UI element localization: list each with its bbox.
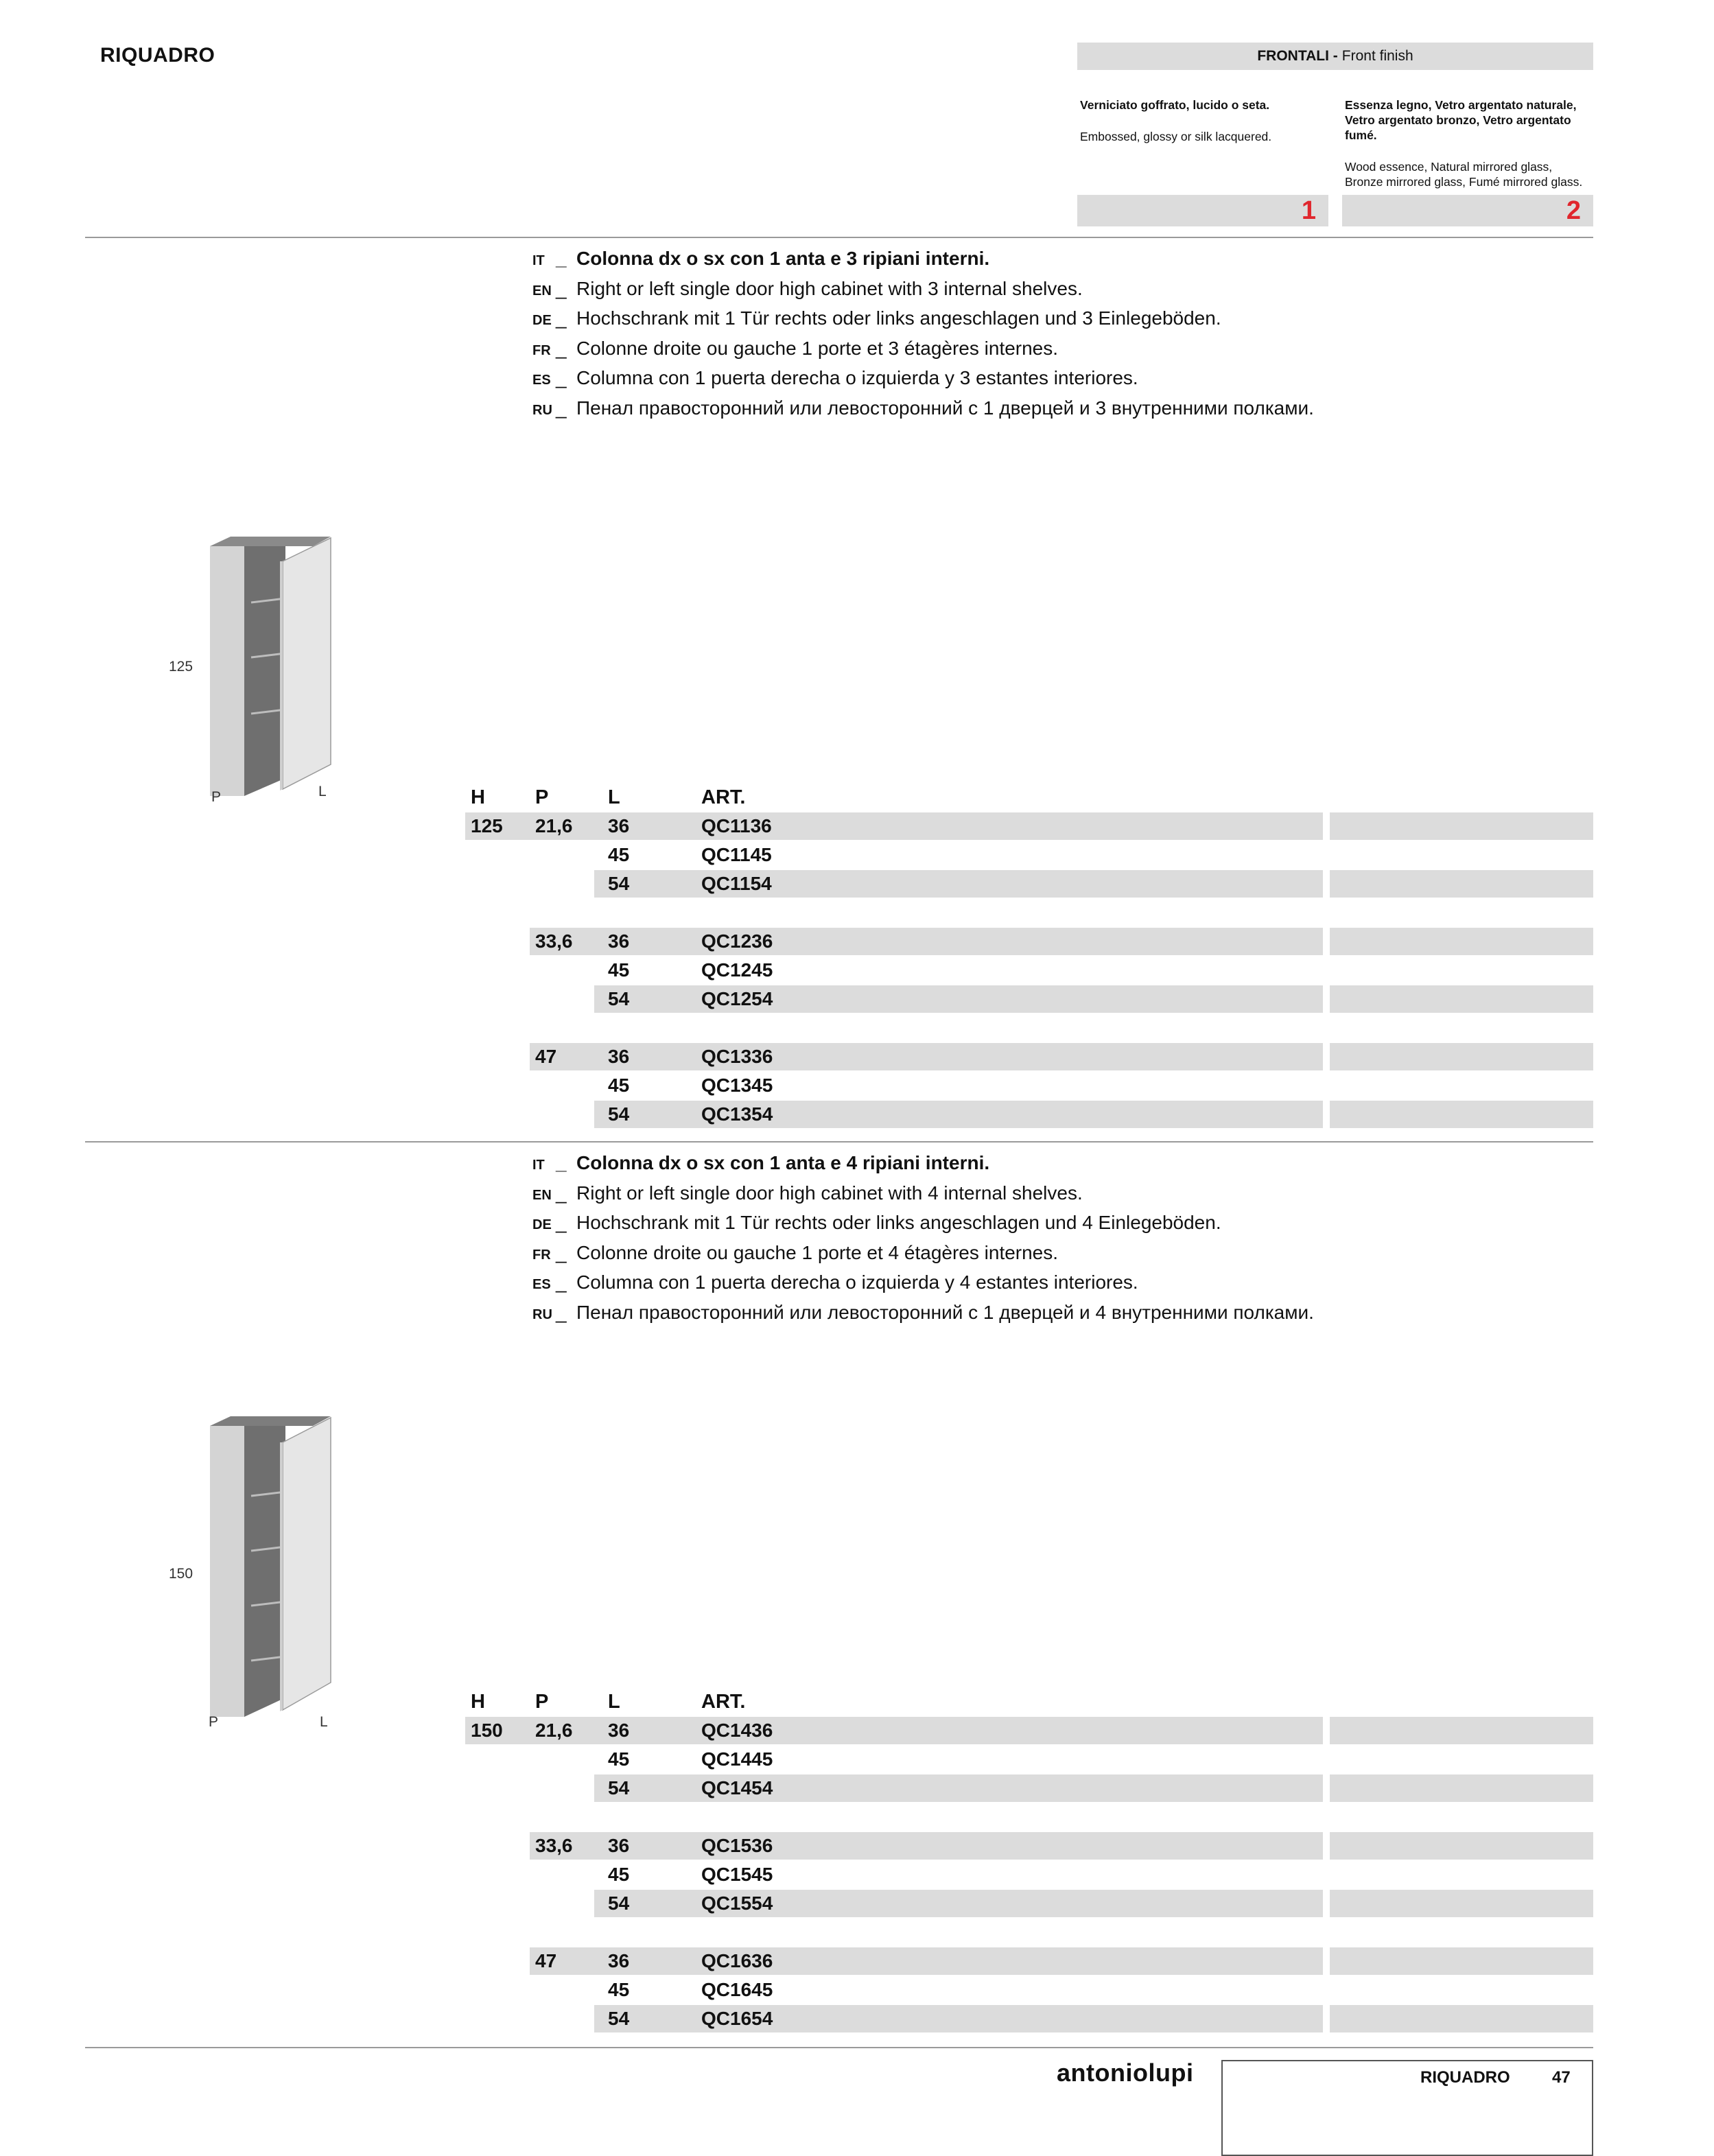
lang-code: FR: [532, 342, 551, 358]
cell-l: 54: [608, 1893, 630, 1914]
lang-code: EN: [532, 283, 552, 298]
description-line: Пенал правосторонний или левосторонний с 1 дверцей и 3 внутренними полками.: [576, 397, 1314, 419]
description-line: Colonne droite ou gauche 1 porte et 4 étagères internes.: [576, 1241, 1059, 1263]
finish-header: [1077, 43, 1593, 70]
col-header-l: L: [608, 1691, 620, 1713]
cabinet-4-shelves-illustration: [203, 1414, 340, 1722]
cell-art: QC1536: [701, 1835, 773, 1856]
description-line: Colonna dx o sx con 1 anta e 4 ripiani interni.: [576, 1152, 990, 1173]
cell-l: 54: [608, 1103, 630, 1125]
col-header-l: L: [608, 786, 620, 808]
cell-art: QC1654: [701, 2008, 773, 2029]
lang-code: IT: [532, 253, 545, 268]
cell-h: 125: [471, 815, 503, 836]
lang-code: RU: [532, 1307, 552, 1322]
cell-p: 47: [535, 1950, 557, 1971]
description-line: Hochschrank mit 1 Tür rechts oder links angeschlagen und 4 Einlegeböden.: [576, 1212, 1221, 1233]
cell-art: QC1145: [701, 844, 772, 865]
description-line: Colonna dx o sx con 1 anta e 3 ripiani interni.: [576, 248, 990, 269]
description-line: Right or left single door high cabinet with 4 internal shelves.: [576, 1182, 1083, 1204]
cell-p: 21,6: [535, 1720, 573, 1741]
table-row: [0, 871, 1714, 897]
col-header-art: ART.: [701, 786, 746, 808]
lang-code: EN: [532, 1187, 552, 1203]
cell-l: 36: [608, 815, 630, 836]
cell-l: 45: [608, 844, 630, 865]
cell-art: QC1445: [701, 1748, 773, 1770]
cell-p: 33,6: [535, 930, 573, 952]
cell-art: QC1554: [701, 1893, 773, 1914]
cell-l: 54: [608, 873, 630, 894]
divider: [85, 1141, 1593, 1143]
table-row: [0, 2006, 1714, 2032]
divider: [85, 2047, 1593, 2048]
cell-art: QC1645: [701, 1979, 773, 2000]
col-header-h: H: [471, 786, 485, 808]
cell-p: 21,6: [535, 815, 573, 836]
table-row: [0, 1890, 1714, 1917]
description-block-2: IT _ Colonna dx o sx con 1 anta e 4 ripiani interni. EN _ Right or left single door high cabinet with 4 internal shelves. DE _ Hochschrank mit 1 Tür rechts oder links angeschlagen und 4 Einlegeböden. FR _ Colonne droite ou gauche 1 porte et 4 étagères internes. ES _ Columna con 1 puerta derecha o izquierda y 4 estantes interiores. RU _ Пенал правосторонний или левосторонний с 1 дверцей и 4 внутренними полками.: [532, 1149, 1314, 1328]
finish-header-rest: Front finish: [1341, 48, 1413, 64]
description-line: Columna con 1 puerta derecha o izquierda y 3 estantes interiores.: [576, 367, 1138, 388]
description-block-1: IT _ Colonna dx o sx con 1 anta e 3 ripiani interni. EN _ Right or left single door high cabinet with 3 internal shelves. DE _ Hochschrank mit 1 Tür rechts oder links angeschlagen und 3 Einlegeböden. FR _ Colonne droite ou gauche 1 porte et 3 étagères internes. ES _ Columna con 1 puerta derecha o izquierda y 3 estantes interiores. RU _ Пенал правосторонний или левосторонний с 1 дверцей и 3 внутренними полками.: [532, 245, 1314, 424]
description-line: Right or left single door high cabinet with 3 internal shelves.: [576, 277, 1083, 299]
col-header-art: ART.: [701, 1691, 746, 1713]
cell-art: QC1545: [701, 1864, 773, 1885]
finish-header-bold: FRONTALI -: [1257, 48, 1338, 64]
cell-art: QC1636: [701, 1950, 773, 1971]
width-label: L: [318, 784, 327, 799]
cell-l: 45: [608, 959, 630, 981]
table-row: [0, 1977, 1714, 2003]
lang-code: ES: [532, 373, 551, 388]
cell-l: 54: [608, 1777, 630, 1798]
finish-col-2-en: Wood essence, Natural mirrored glass, Bronze mirrored glass, Fumé mirrored glass.: [1345, 160, 1583, 189]
cell-art: QC1454: [701, 1777, 773, 1798]
cell-art: QC1336: [701, 1046, 773, 1067]
cell-art: QC1154: [701, 873, 772, 894]
cell-l: 45: [608, 1748, 630, 1770]
cell-art: QC1245: [701, 959, 773, 981]
finish-number-2: 2: [1342, 195, 1593, 226]
cell-l: 45: [608, 1864, 630, 1885]
table-row: [0, 813, 1714, 839]
cell-l: 45: [608, 1979, 630, 2000]
table-row: [0, 1101, 1714, 1127]
table-row: [0, 1044, 1714, 1070]
lang-code: DE: [532, 313, 552, 328]
height-label: 150: [169, 1566, 193, 1582]
lang-code: FR: [532, 1247, 551, 1263]
description-line: Columna con 1 puerta derecha o izquierda y 4 estantes interiores.: [576, 1272, 1138, 1293]
page-number: 47: [1552, 2068, 1571, 2087]
description-line: Colonne droite ou gauche 1 porte et 3 étagères internes.: [576, 337, 1059, 359]
finish-col-2-it: Essenza legno, Vetro argentato naturale, Vetro argentato bronzo, Vetro argentato fumé.: [1345, 98, 1577, 142]
description-line: Hochschrank mit 1 Tür rechts oder links angeschlagen und 3 Einlegeböden.: [576, 307, 1221, 329]
page-title: RIQUADRO: [100, 44, 215, 67]
cell-l: 36: [608, 1046, 630, 1067]
col-header-p: P: [535, 1691, 549, 1713]
lang-code: DE: [532, 1217, 552, 1232]
table-row: [0, 957, 1714, 983]
brand-logo: antoniolupi: [1057, 2059, 1194, 2087]
cell-art: QC1254: [701, 988, 773, 1009]
finish-col-1: [1080, 97, 1334, 144]
table-row: [0, 842, 1714, 868]
table-row: [0, 1833, 1714, 1859]
cell-l: 36: [608, 1720, 630, 1741]
cabinet-3-shelves-illustration: [203, 534, 340, 801]
divider: [85, 237, 1593, 238]
footer-box: [1221, 2060, 1593, 2156]
description-line: Пенал правосторонний или левосторонний с 1 дверцей и 4 внутренними полками.: [576, 1301, 1314, 1323]
finish-col-1-it: Verniciato goffrato, lucido o seta.: [1080, 98, 1270, 112]
lang-code: RU: [532, 402, 552, 418]
table-row: [0, 1746, 1714, 1772]
table-row: [0, 1718, 1714, 1744]
depth-label: P: [211, 789, 222, 805]
lang-code: IT: [532, 1158, 545, 1173]
table-row: [0, 986, 1714, 1012]
col-header-p: P: [535, 786, 549, 808]
table-row: [0, 928, 1714, 954]
cell-l: 36: [608, 1950, 630, 1971]
footer-section-name: RIQUADRO: [1420, 2068, 1510, 2087]
cell-art: QC1436: [701, 1720, 773, 1741]
finish-number-1: 1: [1077, 195, 1328, 226]
cell-l: 54: [608, 988, 630, 1009]
table-row: [0, 1862, 1714, 1888]
cell-h: 150: [471, 1720, 503, 1741]
cell-art: QC1345: [701, 1075, 773, 1096]
cell-l: 45: [608, 1075, 630, 1096]
table-row: [0, 1948, 1714, 1974]
table-row: [0, 1073, 1714, 1099]
cell-l: 36: [608, 930, 630, 952]
depth-label: P: [209, 1714, 219, 1730]
cell-p: 47: [535, 1046, 557, 1067]
lang-code: ES: [532, 1277, 551, 1292]
col-header-h: H: [471, 1691, 485, 1713]
cell-art: QC1136: [701, 815, 772, 836]
height-label: 125: [169, 659, 193, 675]
cell-l: 36: [608, 1835, 630, 1856]
cell-p: 33,6: [535, 1835, 573, 1856]
table-row: [0, 1775, 1714, 1801]
finish-col-2: [1345, 97, 1593, 189]
width-label: L: [320, 1714, 328, 1730]
finish-col-1-en: Embossed, glossy or silk lacquered.: [1080, 130, 1272, 143]
cell-art: QC1236: [701, 930, 773, 952]
cell-art: QC1354: [701, 1103, 773, 1125]
cell-l: 54: [608, 2008, 630, 2029]
